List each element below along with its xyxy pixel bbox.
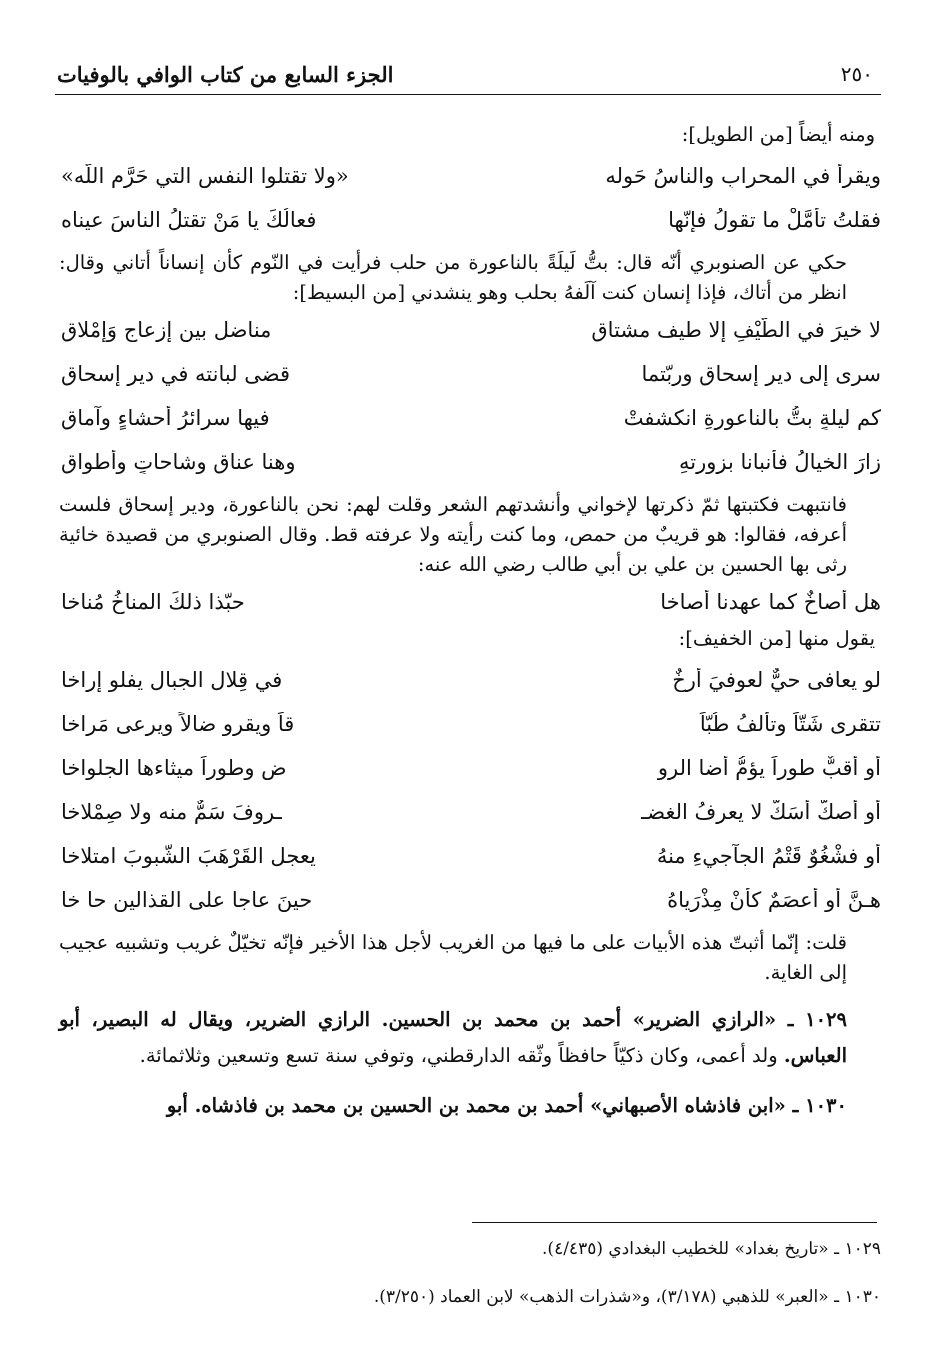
footnote-divider bbox=[472, 1222, 877, 1223]
verse-line bbox=[59, 198, 881, 242]
verse-first-hemistich: سرى إلى دير إسحاق وربّتما bbox=[641, 362, 881, 386]
verse-second-hemistich: فيها سرائرُ أحشاءٍ وآماقِ bbox=[61, 406, 270, 430]
narrative-paragraph: حكي عن الصنوبري أنّه قال: بتُّ لَيلَةً بالناعورة من حلب فرأيت في النّوم كأن إنساناً أتاني وقال: انظر من أتاك، فإذا إنسان كنت آلَفهُ بحلب وهو ينشدني [من البسيط]: bbox=[59, 251, 847, 304]
verse-first-hemistich: لا خيرَ في الطّيْفِ إلا طيف مشتاقِ bbox=[591, 318, 881, 342]
footnote-1029: ١٠٢٩ ـ «تاريخ بغداد» للخطيب البغدادي (٤/٤٣٥). bbox=[542, 1239, 881, 1259]
main-text bbox=[59, 120, 881, 1124]
verse-line bbox=[59, 580, 881, 624]
entry-heading: ١٠٢٩ ـ «الرازي الضرير» أحمد بن محمد بن الحسين. الرازي الضرير، ويقال له البصير، أبو العباس. bbox=[59, 1008, 847, 1067]
verse-line bbox=[59, 834, 881, 878]
verse-second-hemistich: في قِلالِ الجبال يفلو إراخا bbox=[61, 668, 283, 692]
narrative-paragraph: فانتبهت فكتبتها ثمّ ذكرتها لإخواني وأنشدتهم الشعر وقلت لهم: نحن بالناعورة، ودير إسحاق فلست أعرفه، فقالوا: هو قريبٌ من حمص، وما كنت رأيته ولا عرفته قط. وقال الصنوبري من قصيدة خائية رثى بها الحسين بن علي بن أبي طالب رضي الله عنه: bbox=[59, 493, 847, 576]
verse-line bbox=[59, 308, 881, 352]
meter-intro: يقول منها [من الخفيف]: bbox=[678, 627, 875, 650]
verse-line bbox=[59, 658, 881, 702]
running-title: الجزء السابع من كتاب الوافي بالوفيات bbox=[57, 62, 394, 87]
verse-first-hemistich: زارَ الخيالُ فأنبانا بزورتهِ bbox=[678, 450, 881, 474]
verse-line bbox=[59, 396, 881, 440]
verse-second-hemistich: حينَ عاجا على القذالين حا خا bbox=[61, 888, 313, 912]
running-header bbox=[55, 52, 881, 95]
commentary-paragraph: قلت: إنّما أثبتّ هذه الأبيات على ما فيها من الغريب لأجل هذا الأخير فإنّه تخيّلٌ غريب وتشبيه عجيب إلى الغاية. bbox=[59, 931, 847, 984]
verse-line bbox=[59, 702, 881, 746]
verse-first-hemistich: هل أُصاخٌ كما عهدنا أُصاخا bbox=[660, 590, 881, 614]
verse-second-hemistich: حبّذا ذلكَ المناخُ مُناخا bbox=[61, 590, 245, 614]
entry-text: ولد أعمى، وكان ذكيّاً حافظاً وثّقه الدارقطني، وتوفي سنة تسع وتسعين وثلاثمائة. bbox=[139, 1044, 778, 1067]
verse-line bbox=[59, 746, 881, 790]
entry-heading: ١٠٣٠ ـ «ابن فاذشاه الأصبهاني» أحمد بن محمد بن الحسين بن محمد بن فاذشاه. أبو bbox=[166, 1094, 847, 1117]
verse-second-hemistich: وهنا عناق وشاحاتٍ وأطواقِ bbox=[61, 450, 296, 474]
verse-line bbox=[59, 790, 881, 834]
verse-first-hemistich: أو أصكُّ أسَكُّ لا يعرفُ الغضـ bbox=[641, 800, 881, 824]
verse-second-hemistich: قضى لبانته في دير إسحاقِ bbox=[61, 362, 291, 386]
verse-line bbox=[59, 352, 881, 396]
verse-line bbox=[59, 154, 881, 198]
verse-first-hemistich: كم ليلةٍ بتُّ بالناعورةِ انكشفتْ bbox=[623, 406, 881, 430]
verse-first-hemistich: ويقرأُ في المحرابِ والناسُ حَوله bbox=[605, 164, 881, 188]
verse-second-hemistich: يعجل القَرْهَبَ الشَّبوبَ امتلاخا bbox=[61, 844, 316, 868]
verse-second-hemistich: قاً ويقرو ضالاً ويرعى مَراخا bbox=[61, 712, 295, 736]
verse-line bbox=[59, 440, 881, 484]
verse-first-hemistich: فقلتُ تأمَّلْ ما تقولُ فإنّها bbox=[668, 208, 881, 232]
verse-first-hemistich: أو أقبٌّ طوراً يؤمُّ أضا الرو bbox=[657, 756, 881, 780]
verse-first-hemistich: هـنَّ أو أعصَمٌ كأنْ مِذْرَياهُ bbox=[667, 888, 881, 912]
verse-second-hemistich: ضِ وطوراً ميثاءها الجلواخا bbox=[61, 756, 287, 780]
verse-first-hemistich: تتقرى شَتّاً وتألفُ طُبّاً bbox=[699, 712, 881, 736]
verse-line bbox=[59, 878, 881, 922]
verse-second-hemistich: «ولا تقتلوا النفس التي حَرَّم اللّه» bbox=[61, 164, 349, 188]
verse-first-hemistich: أو فشْغُوٌ قَتْمُ الجآجيءِ منهُ bbox=[656, 844, 881, 868]
verse-second-hemistich: فعالُكَ يا مَنْ تقتلُ الناسَ عيناه bbox=[61, 208, 317, 232]
biography-entry-1029 bbox=[59, 1002, 881, 1074]
footnote-1030: ١٠٣٠ ـ «العبر» للذهبي (٣/١٧٨)، و«شذرات الذهب» لابن العماد (٣/٢٥٠). bbox=[373, 1287, 881, 1307]
meter-intro: ومنه أيضاً [من الطويل]: bbox=[681, 123, 875, 146]
verse-second-hemistich: مناضل بين إزعاجٍ وَإمْلاقِ bbox=[61, 318, 272, 342]
biography-entry-1030 bbox=[59, 1088, 881, 1124]
page-number: ٢٥٠ bbox=[840, 62, 873, 86]
verse-first-hemistich: لو يعافى حيٌّ لعوفيَ أرخٌ bbox=[672, 668, 881, 692]
verse-second-hemistich: ـروفَ سَمٌّ منه ولا صِمْلاخا bbox=[61, 800, 282, 824]
